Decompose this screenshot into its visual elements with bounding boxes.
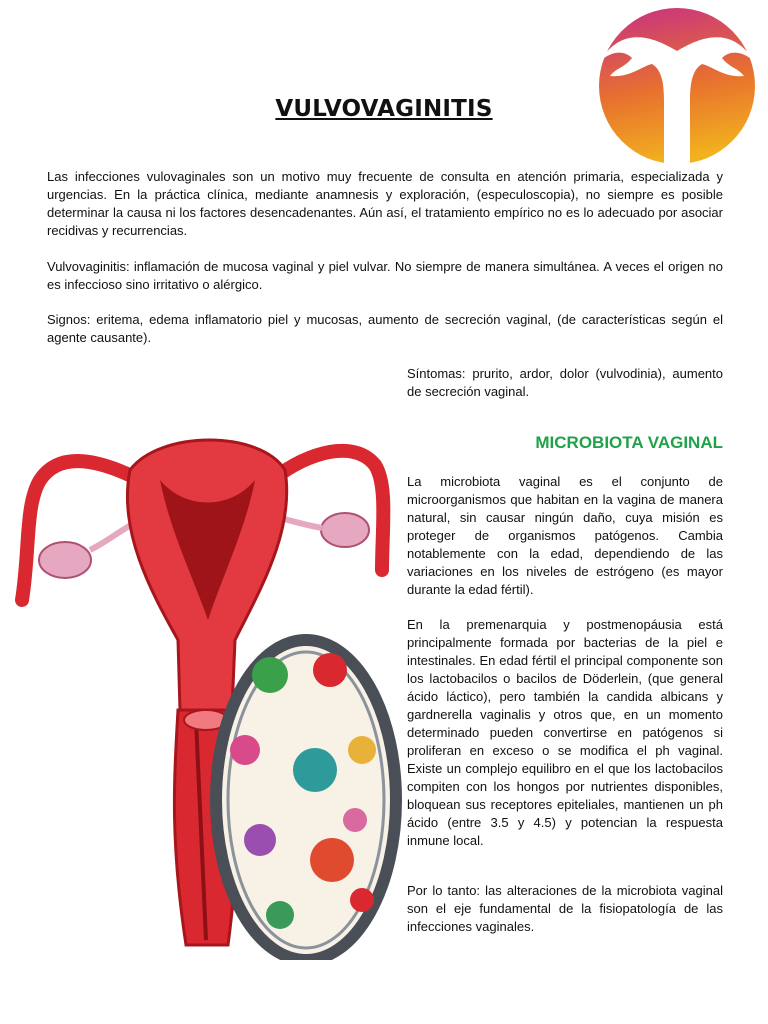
microbe-green <box>252 657 288 693</box>
page-title: VULVOVAGINITIS <box>275 96 493 122</box>
intro-paragraph: Las infecciones vulovaginales son un motivo muy frecuente de consulta en atención primaria, especializada y urgencias. En la práctica clínica, mediante anamnesis y exploración, (especuloscopia), no siempre es posible determinar la causa ni los factores desencadenantes. Aún así, el tratamiento empírico no es lo adecuado por asociar recidivas y recurrencias. <box>47 169 723 238</box>
microbe-purple <box>244 824 276 856</box>
microbe-yellow <box>348 736 376 764</box>
uterus-logo-icon <box>592 6 762 166</box>
microbiota-paragraph-1: La microbiota vaginal es el conjunto de microorganismos que habitan en la vagina de manera natural, sin causar ningún daño, cuya misión es proteger de organismos patógenos. Cambia notablemente con la edad, dependiendo de las variaciones en los niveles de estrógeno (es mayor durante la edad fértil). <box>407 474 723 597</box>
microbe-green-2 <box>266 901 294 929</box>
microbe-orange <box>310 838 354 882</box>
microbiota-heading: MICROBIOTA VAGINAL <box>535 433 723 452</box>
microbe-red <box>313 653 347 687</box>
signs-paragraph: Signos: eritema, edema inflamatorio piel y mucosas, aumento de secreción vaginal, (de características según el agente causante). <box>47 312 723 345</box>
microscope-lens <box>216 640 396 960</box>
microbiota-paragraph-2: En la premenarquia y postmenopáusia está principalmente formada por bacterias de la piel e intestinales. En edad fértil el principal componente son los lactobacilos o bacilos de Döderlein, (que general ácido láctico), pero también la candida albicans y gardnerella vaginalis y otros que, en un momento determinado pueden convertirse en patógenos si proliferan en exceso o se modifica el ph vaginal. Existe un complejo equilibro en el que los lactobacilos compiten con los hongos por nutrientes disponibles, bloquean sus receptores epiteliales, mantienen un ph ácido (entre 3.5 y 4.5) y potencian la respuesta inmune local. <box>407 617 723 848</box>
uterus-microbiota-illustration <box>10 420 402 960</box>
microbe-teal <box>293 748 337 792</box>
microbe-pink <box>230 735 260 765</box>
symptoms-paragraph: Síntomas: prurito, ardor, dolor (vulvodinia), aumento de secreción vaginal. <box>407 366 723 399</box>
microbe-pink-2 <box>343 808 367 832</box>
microbe-red-2 <box>350 888 374 912</box>
definition-paragraph: Vulvovaginitis: inflamación de mucosa vaginal y piel vulvar. No siempre de manera simultánea. A veces el origen no es infeccioso sino irritativo o alérgico. <box>47 259 723 292</box>
microbiota-paragraph-3: Por lo tanto: las alteraciones de la microbiota vaginal son el eje fundamental de la fisiopatología de las infecciones vaginales. <box>407 883 723 934</box>
